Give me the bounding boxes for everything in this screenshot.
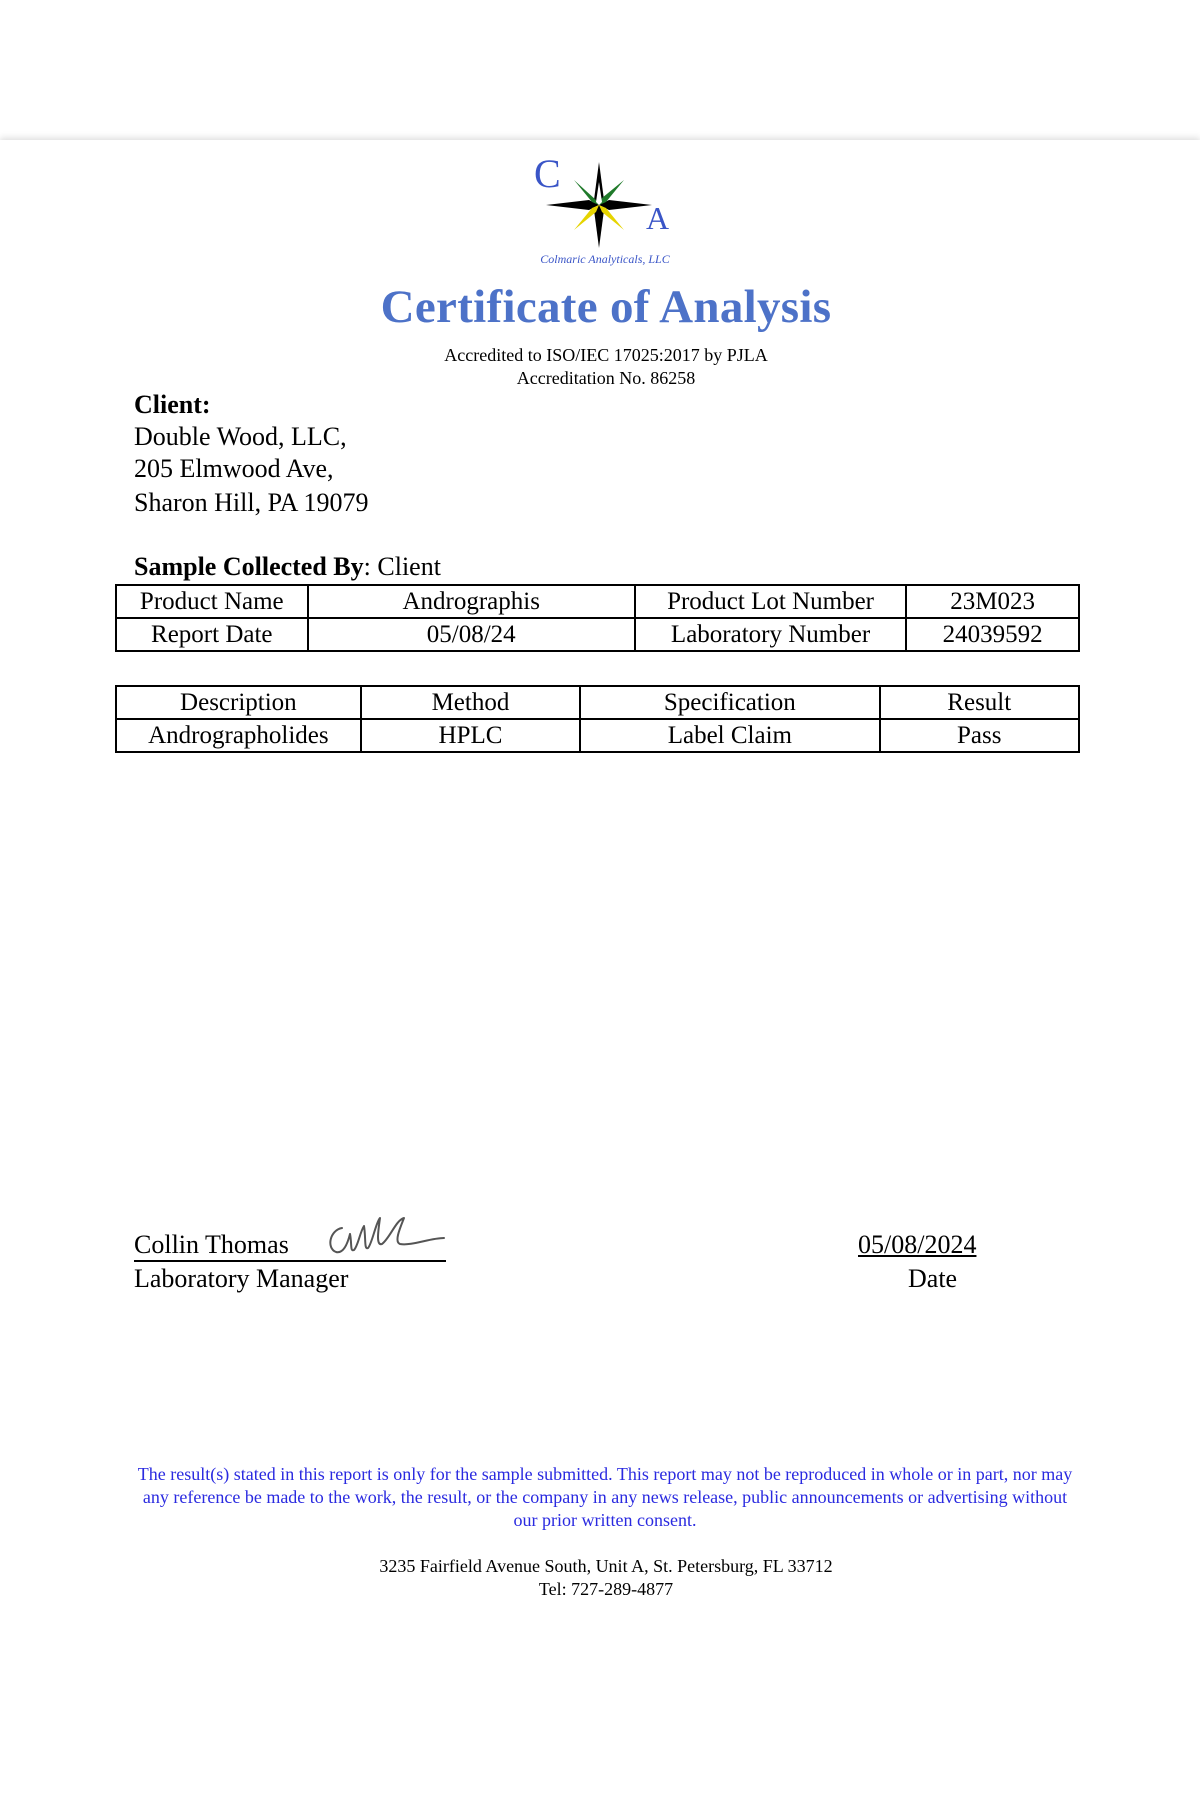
viewer-background-top: [0, 0, 1200, 140]
company-logo: [530, 150, 680, 266]
handwritten-signature: [320, 1208, 450, 1260]
column-header: Method: [361, 686, 580, 719]
table-cell: Product Name: [116, 585, 308, 618]
table-cell: 23M023: [906, 585, 1079, 618]
signature-line: [134, 1260, 446, 1262]
accreditation-line: Accredited to ISO/IEC 17025:2017 by PJLA: [444, 345, 768, 365]
logo-letter-c: C: [534, 151, 561, 196]
signatory-title: Laboratory Manager: [134, 1264, 349, 1293]
table-row: [116, 585, 1079, 618]
table-cell: Pass: [880, 719, 1079, 752]
column-header: Result: [880, 686, 1079, 719]
signature-date: 05/08/2024: [858, 1230, 977, 1259]
viewer-background-bottom: [0, 1657, 1200, 1800]
compass-star-icon: [544, 160, 654, 250]
column-header: Description: [116, 686, 361, 719]
table-header-row: [116, 686, 1079, 719]
table-cell: HPLC: [361, 719, 580, 752]
table-row: [116, 719, 1079, 752]
date-label: Date: [908, 1264, 958, 1293]
table-cell: Label Claim: [580, 719, 879, 752]
disclaimer-text: The result(s) stated in this report is only for the sample submitted. This report may not be reproduced in whole or in part, nor may any reference be made to the work, the result, or the company in any news release, public announcements or advertising without our prior written consent.: [137, 1464, 1073, 1530]
lab-address: 3235 Fairfield Avenue South, Unit A, St. Petersburg, FL 33712: [379, 1556, 833, 1576]
document-title: Certificate of Analysis: [380, 281, 832, 333]
table-cell: 24039592: [906, 618, 1079, 651]
certificate-page: [0, 140, 1200, 1657]
table-cell: Andrographolides: [116, 719, 361, 752]
product-info-table: [115, 584, 1080, 652]
accreditation-number: Accreditation No. 86258: [516, 368, 696, 388]
sample-collected-label: Sample Collected By: [134, 552, 364, 581]
table-cell: Product Lot Number: [635, 585, 906, 618]
lab-phone: Tel: 727-289-4877: [538, 1579, 674, 1599]
sample-collected-value: : Client: [363, 552, 441, 581]
client-label: Client:: [134, 390, 211, 419]
table-cell: 05/08/24: [308, 618, 635, 651]
client-street: 205 Elmwood Ave,: [134, 454, 334, 483]
signatory-name: Collin Thomas: [134, 1230, 289, 1259]
table-cell: Report Date: [116, 618, 308, 651]
column-header: Specification: [580, 686, 879, 719]
sample-collected-by: [134, 552, 441, 582]
client-city: Sharon Hill, PA 19079: [134, 488, 369, 517]
client-name: Double Wood, LLC,: [134, 422, 347, 451]
logo-company-name: Colmaric Analyticals, LLC: [540, 252, 670, 266]
results-table: [115, 685, 1080, 753]
table-row: [116, 618, 1079, 651]
table-cell: Laboratory Number: [635, 618, 906, 651]
table-cell: Andrographis: [308, 585, 635, 618]
logo-letter-a: A: [646, 200, 670, 236]
